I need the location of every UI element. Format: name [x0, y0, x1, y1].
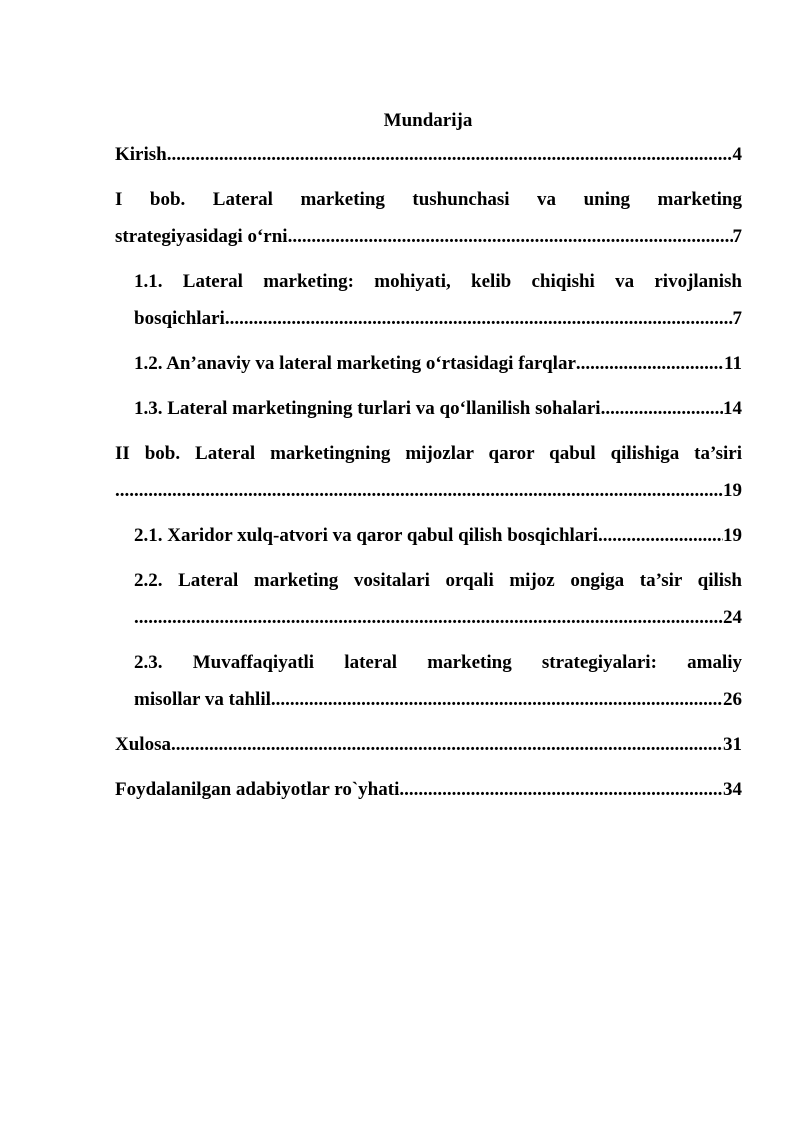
toc-leader-dots [225, 300, 733, 337]
toc-leader-dots [134, 599, 723, 636]
toc-leader-dots [115, 472, 723, 509]
toc-title: Mundarija [383, 110, 473, 131]
toc-entry-kirish[interactable] [115, 136, 742, 173]
toc-entry-text: 1.2. An’anaviy va lateral marketing o‘rtasidagi farqlar [134, 353, 576, 374]
toc-page-number: 7 [732, 226, 742, 247]
toc-page-number: 11 [724, 353, 742, 374]
toc-entry-text: Foydalanilgan adabiyotlar ro`yhati [115, 779, 400, 800]
toc-leader-dots [598, 517, 723, 554]
toc-leader-dots [288, 218, 733, 255]
toc-entry-text-line-1: 2.2. Lateral marketing vositalari orqali mijoz ongiga ta’sir qilish [134, 570, 742, 591]
toc-page-number: 19 [723, 525, 742, 546]
toc-entry-text-line-1: II bob. Lateral marketingning mijozlar qaror qabul qilishiga ta’siri [115, 443, 742, 464]
toc-page-number: 14 [723, 398, 742, 419]
toc-entry-text-line-1: I bob. Lateral marketing tushunchasi va uning marketing [115, 189, 742, 210]
toc-entry-text: Kirish [115, 144, 167, 165]
toc-entry-text: 2.1. Xaridor xulq-atvori va qaror qabul qilish bosqichlari [134, 525, 599, 546]
toc-entry-section-1-2[interactable] [115, 345, 742, 382]
table-of-contents [115, 136, 742, 808]
toc-entry-chapter-1[interactable] [115, 181, 742, 255]
toc-entry-text: 1.3. Lateral marketingning turlari va qo‘llanilish sohalari [134, 398, 601, 419]
toc-leader-dots [399, 771, 723, 808]
toc-page-number: 24 [723, 607, 742, 628]
toc-entry-text-line-1: 2.3. Muvaffaqiyatli lateral marketing strategiyalari: amaliy [134, 652, 742, 673]
toc-leader-dots [167, 136, 733, 173]
toc-page-number: 34 [723, 779, 742, 800]
toc-entry-text-line-2: strategiyasidagi o‘rni [115, 226, 288, 247]
toc-entry-text-line-2: bosqichlari [134, 308, 225, 329]
toc-entry-xulosa[interactable] [115, 726, 742, 763]
toc-entry-text-line-2: misollar va tahlil [134, 689, 271, 710]
toc-entry-section-1-1[interactable] [115, 263, 742, 337]
toc-entry-section-2-1[interactable] [115, 517, 742, 554]
toc-leader-dots [576, 345, 724, 382]
toc-entry-section-2-3[interactable] [115, 644, 742, 718]
toc-entry-text: Xulosa [115, 734, 171, 755]
toc-leader-dots [601, 390, 723, 427]
toc-entry-section-1-3[interactable] [115, 390, 742, 427]
toc-leader-dots [171, 726, 723, 763]
toc-entry-text-line-1: 1.1. Lateral marketing: mohiyati, kelib chiqishi va rivojlanish [134, 271, 742, 292]
toc-entry-references[interactable] [115, 771, 742, 808]
toc-entry-chapter-2[interactable] [115, 435, 742, 509]
toc-page-number: 31 [723, 734, 742, 755]
toc-page-number: 26 [723, 689, 742, 710]
toc-page-number: 7 [732, 308, 742, 329]
toc-page-number: 19 [723, 480, 742, 501]
toc-leader-dots [271, 681, 723, 718]
toc-page-number: 4 [732, 144, 742, 165]
toc-entry-section-2-2[interactable] [115, 562, 742, 636]
